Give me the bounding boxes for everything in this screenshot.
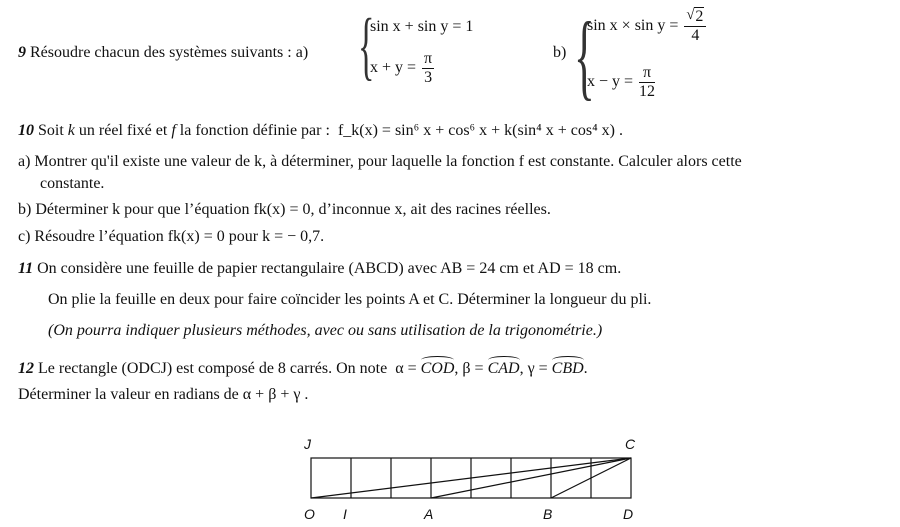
ex9-a-brace: {	[358, 4, 375, 88]
ex12-line1-end: .	[583, 360, 588, 377]
ex12-beta-angle: CAD	[487, 360, 520, 377]
ex9-b-eq2-left: x − y =	[587, 73, 634, 91]
ex9-b-eq1-left: sin x × sin y =	[587, 17, 679, 35]
ex11-text: On considère une feuille de papier rectangulaire (ABCD) avec AB = 24 cm et AD = 18 cm.	[37, 260, 622, 277]
ex9-b-eq1-num: √ 2	[684, 8, 706, 27]
ex9-text: Résoudre chacun des systèmes suivants : a)	[30, 44, 309, 61]
ex12-alpha-angle: COD	[420, 360, 455, 377]
ex9-b-eq1-radicand: 2	[695, 8, 704, 25]
ex9-b-label: b)	[553, 44, 567, 61]
ex12-number: 12	[18, 360, 34, 377]
figure-label-D: D	[623, 506, 634, 522]
ex12-beta-def: , β =	[454, 360, 484, 377]
ex10-intro-k: k	[67, 122, 75, 139]
ex9-b-eq1-den: 4	[691, 27, 700, 44]
ex10-formula: f_k(x) = sin⁶ x + cos⁶ x + k(sin⁴ x + cos⁴ x) .	[337, 122, 623, 139]
figure-label-B: B	[543, 506, 553, 522]
figure-label-I: I	[343, 506, 347, 522]
ex9-a-eq2-left: x + y =	[370, 59, 417, 77]
ex9-a-eq2-num: π	[424, 50, 433, 67]
ex10-intro-b: un réel fixé et	[78, 122, 168, 139]
ex12-gamma-angle: CBD	[551, 360, 584, 377]
ex9-b-eq2-den: 12	[639, 83, 656, 100]
ex10-intro-f: f	[171, 122, 176, 139]
ex10-qa-line1: a) Montrer qu'il existe une valeur de k, à déterminer, pour laquelle la fonction f est constante. Calculer alors cette	[18, 153, 742, 170]
ex10-qc: c) Résoudre l’équation fk(x) = 0 pour k = − 0,7.	[18, 228, 325, 245]
ex12-gamma-def: , γ =	[519, 360, 548, 377]
ex12-alpha-def: α =	[395, 360, 417, 377]
ex9-number: 9	[18, 44, 26, 61]
figure-label-O: O	[304, 506, 315, 522]
ex11-number: 11	[18, 260, 34, 277]
figure-line-to-C	[431, 458, 631, 498]
ex9-a-eq2-den: 3	[424, 69, 433, 86]
ex9-a-eq1: sin x + sin y = 1	[370, 18, 474, 35]
ex10-qa-line2: constante.	[40, 175, 105, 192]
ex12-line2: Déterminer la valeur en radians de α + β + γ .	[18, 386, 309, 403]
ex9-b-brace: {	[574, 2, 595, 109]
ex10-number: 10	[18, 122, 34, 139]
figure-label-A: A	[424, 506, 434, 522]
ex10-intro-a: Soit	[38, 122, 64, 139]
ex10-qb: b) Déterminer k pour que l’équation fk(x) = 0, d’inconnue x, ait des racines réelles.	[18, 201, 551, 218]
figure-label-J: J	[304, 436, 311, 452]
figure-label-C: C	[625, 436, 636, 452]
ex11-line3: (On pourra indiquer plusieurs méthodes, avec ou sans utilisation de la trigonométrie.)	[48, 322, 603, 339]
ex11-line2: On plie la feuille en deux pour faire coïncider les points A et C. Déterminer la longueur du pli.	[48, 291, 652, 308]
ex12-text: Le rectangle (ODCJ) est composé de 8 carrés. On note	[38, 360, 388, 377]
ex10-intro-c: la fonction définie par :	[179, 122, 330, 139]
ex9-b-eq2-num: π	[639, 64, 655, 83]
